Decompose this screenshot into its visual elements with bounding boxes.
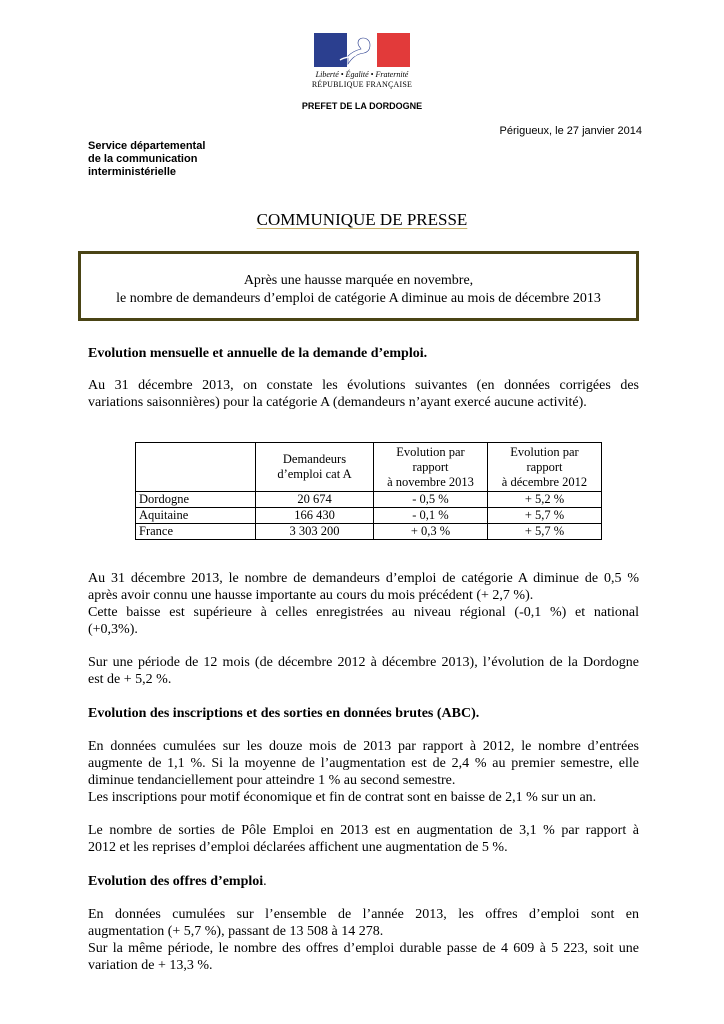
table-cell: + 5,2 %: [488, 492, 602, 508]
heading-period: .: [263, 874, 267, 889]
text-line: augmentation (+ 5,7 %), passant de 13 508 à 14 278.: [88, 924, 384, 939]
paragraph-exits: [88, 822, 639, 856]
table-cell: - 0,5 %: [374, 492, 488, 508]
text-line: Sur la même période, le nombre des offres d’emploi durable passe de 4 609 à 5 223, soit une: [88, 941, 639, 956]
intro-paragraph: [88, 377, 639, 411]
headline-line: Après une hausse marquée en novembre,: [243, 273, 474, 288]
paragraph-registrations: [88, 738, 639, 806]
section-heading-demand: Evolution mensuelle et annuelle de la demande d’emploi.: [88, 346, 428, 361]
text-line: (+0,3%).: [88, 622, 138, 637]
marianne-profile-icon: [334, 36, 386, 66]
heading-text: Evolution des offres d’emploi: [88, 874, 264, 889]
table-header-row: [136, 443, 602, 492]
table-row: [136, 524, 602, 540]
jobseekers-table: [135, 442, 602, 540]
document-date: Périgueux, le 27 janvier 2014: [499, 125, 642, 137]
republic-motto: Liberté • Égalité • Fraternité: [315, 70, 409, 79]
table-header-cell: [374, 443, 488, 492]
header-line: à novembre 2013: [387, 474, 474, 489]
text-line: Le nombre de sorties de Pôle Emploi en 2013 est en augmentation de 3,1 % par rapport à: [88, 823, 639, 838]
text-line: variation de + 13,3 %.: [88, 958, 213, 973]
table-header-cell: [136, 443, 256, 492]
service-line: interministérielle: [88, 166, 177, 178]
table-cell: + 0,3 %: [374, 524, 488, 540]
text-line: En données cumulées sur l’ensemble de l’année 2013, les offres d’emploi sont en: [88, 907, 639, 922]
text-line: diminue tendanciellement pour atteindre 1 % au second semestre.: [88, 773, 456, 788]
text-line: Au 31 décembre 2013, le nombre de demandeurs d’emploi de catégorie A diminue de 0,5 %: [88, 571, 639, 586]
section-heading-offers: [88, 873, 639, 890]
headline-box: [78, 251, 639, 321]
header-line: rapport: [526, 459, 563, 474]
paragraph-monthly: [88, 570, 639, 638]
text-line: Sur une période de 12 mois (de décembre 2012 à décembre 2013), l’évolution de la Dordogne: [88, 655, 639, 670]
text-line: En données cumulées sur les douze mois de 2013 par rapport à 2012, le nombre d’entrées: [88, 739, 639, 754]
service-name: [88, 140, 205, 179]
header-line: rapport: [412, 459, 449, 474]
header-line: Evolution par: [396, 444, 465, 459]
text-line: 2012 et les reprises d’emploi déclarées affichent une augmentation de 5 %.: [88, 840, 508, 855]
text-line: Cette baisse est supérieure à celles enregistrées au niveau régional (-0,1 %) et national: [88, 605, 639, 620]
table-row: [136, 492, 602, 508]
header-line: Evolution par: [510, 444, 579, 459]
table-cell: + 5,7 %: [488, 508, 602, 524]
text-line: après avoir connu une hausse importante au cours du mois précédent (+ 2,7 %).: [88, 588, 534, 603]
table-cell: France: [136, 524, 256, 540]
service-line: Service départemental: [88, 140, 206, 152]
text-line: variations saisonnières) pour la catégorie A (demandeurs n’ayant exercé aucune activité).: [88, 395, 587, 410]
republic-name: RÉPUBLIQUE FRANÇAISE: [311, 80, 413, 89]
table-cell: 3 303 200: [256, 524, 374, 540]
table-cell: + 5,7 %: [488, 524, 602, 540]
headline-line: le nombre de demandeurs d’emploi de catégorie A diminue au mois de décembre 2013: [116, 291, 601, 306]
paragraph-yearly: [88, 654, 639, 688]
table-header-cell: [488, 443, 602, 492]
header-line: Demandeurs: [282, 452, 347, 466]
prefecture-name: PREFET DE LA DORDOGNE: [301, 101, 423, 111]
text-line: est de + 5,2 %.: [88, 672, 172, 687]
header-line: à décembre 2012: [501, 474, 588, 489]
section-heading-registrations: Evolution des inscriptions et des sorties en données brutes (ABC).: [88, 706, 480, 721]
text-line: augmente de 1,1 %. Si la moyenne de l’augmentation est de 2,4 % au premier semestre, elle: [88, 756, 639, 771]
service-line: de la communication: [88, 153, 198, 165]
text-line: Au 31 décembre 2013, on constate les évolutions suivantes (en données corrigées des: [88, 378, 639, 393]
paragraph-offers: [88, 906, 639, 974]
table-cell: Aquitaine: [136, 508, 256, 524]
table-row: [136, 508, 602, 524]
table-cell: - 0,1 %: [374, 508, 488, 524]
table-cell: 166 430: [256, 508, 374, 524]
header-line: d’emploi cat A: [277, 467, 352, 481]
table-header-cell: [256, 443, 374, 492]
table-cell: Dordogne: [136, 492, 256, 508]
text-line: Les inscriptions pour motif économique et fin de contrat sont en baisse de 2,1 % sur un an.: [88, 790, 597, 805]
table-cell: 20 674: [256, 492, 374, 508]
page-title: COMMUNIQUE DE PRESSE: [256, 210, 468, 229]
